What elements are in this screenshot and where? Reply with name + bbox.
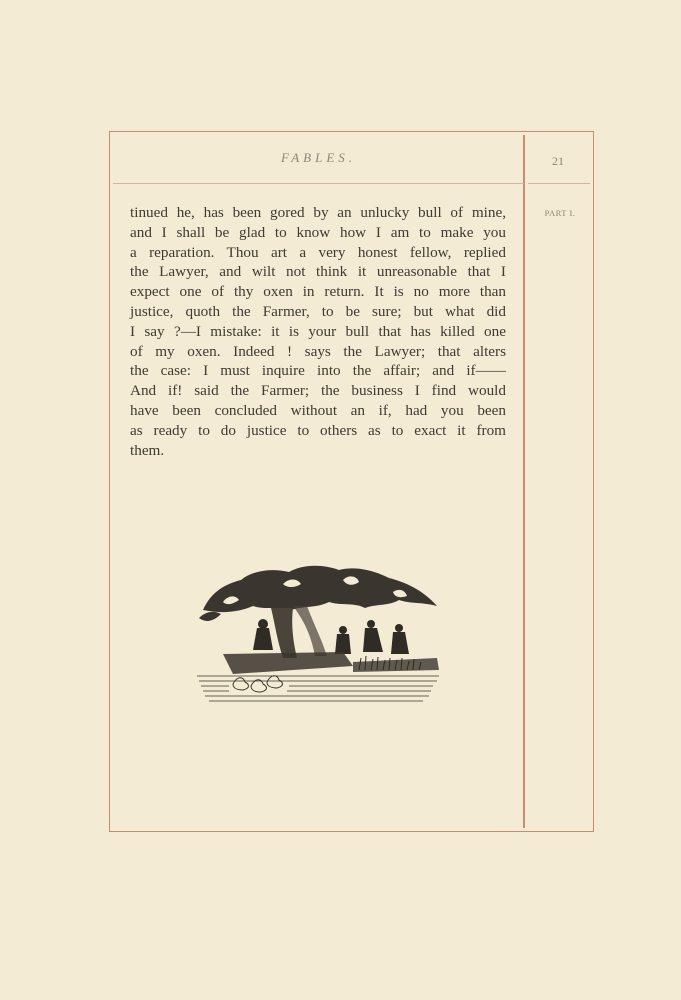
tree-trunk	[271, 606, 327, 658]
text-line: tinued he, has been gored by an unlucky bull of mine,	[130, 204, 506, 221]
text-line: the Lawyer, and wilt not think it unreasonable that I	[130, 263, 506, 281]
text-line: And if! said the Farmer; the business I find would	[130, 382, 506, 400]
text-line: as ready to do justice to others as to exact it from	[130, 421, 506, 439]
text-line: the case: I must inquire into the affair; and if——	[130, 362, 506, 380]
water	[197, 676, 439, 701]
woodcut-vignette	[193, 562, 443, 707]
tree-canopy	[199, 566, 437, 621]
page-number: 21	[552, 154, 564, 168]
header-rule	[113, 183, 524, 184]
geese	[233, 676, 283, 692]
text-line: a reparation. Thou art a very honest fellow, replied	[130, 243, 506, 261]
text-line: and I shall be glad to know how I am to make you	[130, 223, 506, 241]
text-line: justice, quoth the Farmer, to be sure; but what did	[130, 302, 506, 320]
margin-column-rule	[524, 135, 525, 828]
text-line: have been concluded without an if, had you been	[130, 401, 506, 419]
running-head: FABLES.	[280, 150, 357, 165]
text-line: of my oxen. Indeed ! says the Lawyer; that alters	[130, 342, 506, 360]
margin-note: PART I.	[544, 208, 576, 218]
margin-header-rule	[528, 183, 590, 184]
fable-text	[130, 203, 506, 460]
text-line: expect one of thy oxen in return. It is no more than	[130, 283, 506, 301]
text-line: I say ?—I mistake: it is your bull that has killed one	[130, 322, 506, 340]
riverbank	[223, 652, 439, 674]
text-line: them.	[130, 441, 165, 459]
